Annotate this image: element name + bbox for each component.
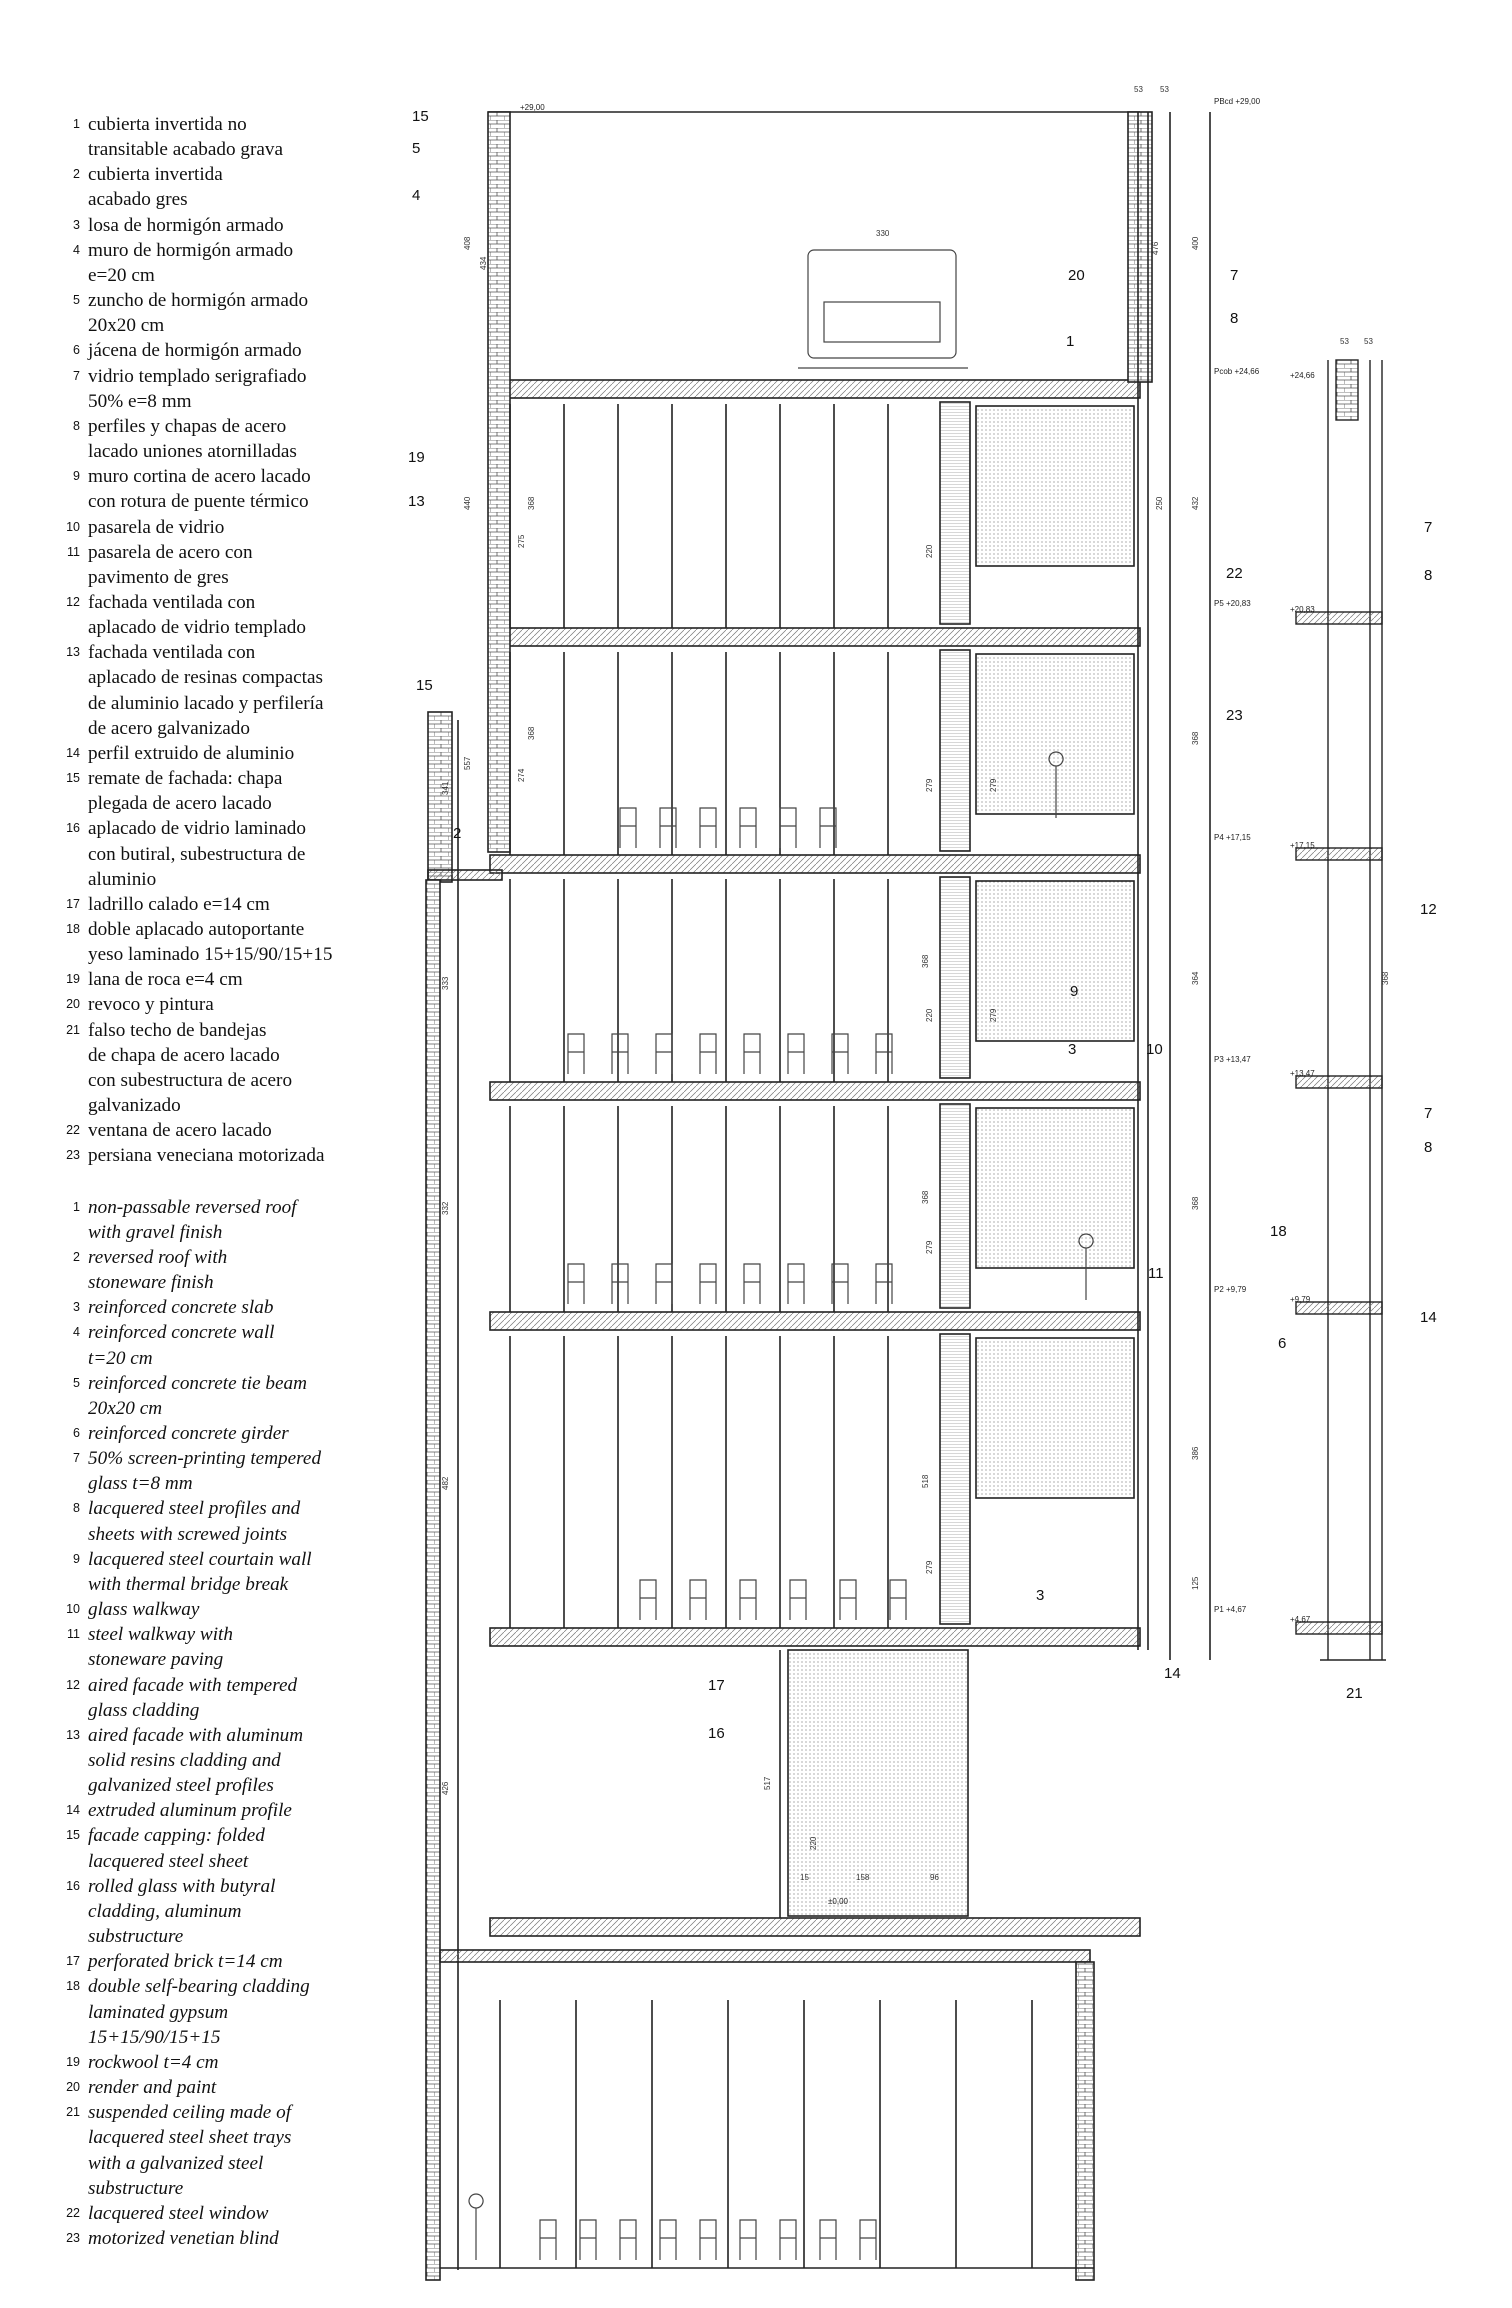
callout-3-upper: 3 [1068,1041,1077,1058]
chair [840,1580,856,1620]
legend-es-text-line: lacado uniones atornilladas [88,441,297,463]
chair [788,1264,804,1304]
legend-en-text-line: lacquered steel sheet trays [88,2127,292,2149]
legend-en-text-line: stoneware paving [88,1649,224,1671]
legend-en-text-line: galvanized steel profiles [88,1775,274,1797]
dim-left-426: 426 [441,1781,450,1795]
legend-en-text-line: lacquered steel sheet [88,1850,249,1872]
legend-en-text-line: reinforced concrete slab [88,1297,274,1319]
detail-level-labels [1290,371,1315,1624]
legend-en-number: 15 [66,1828,80,1843]
level-ground: ±0,00 [828,1897,848,1906]
floor-slab [490,1082,1140,1100]
level-p3: P3 +13,47 [1214,1055,1251,1064]
dim-detail-53a: 53 [1340,337,1349,346]
legend-es-text-line: con rotura de puente térmico [88,491,309,513]
chair [780,2220,796,2260]
legend-es-number: 15 [66,771,80,786]
dim-bottom-158: 158 [856,1873,870,1882]
dim-right-125: 125 [1191,1576,1200,1590]
legend-en-number: 8 [73,1501,80,1516]
legend-en-text-line: aired facade with aluminum [88,1724,304,1746]
legend-es-text-line: falso techo de bandejas [88,1019,267,1041]
chair [540,2220,556,2260]
legend-es-number: 19 [66,972,80,987]
level-p5: P5 +20,83 [1214,599,1251,608]
chair [620,808,636,848]
legend-en-number: 19 [66,2054,80,2069]
legend-es-text-line: lana de roca e=4 cm [88,969,243,991]
legend-en-text-line: motorized venetian blind [88,2227,279,2249]
legend-en-text-line: laminated gypsum [88,2001,229,2023]
dim-left-332: 332 [441,1201,450,1215]
legend-es-number: 13 [66,645,80,660]
dim-top-53a: 53 [1134,85,1143,94]
legend-en-number: 11 [67,1627,80,1642]
callout-16: 16 [708,1725,725,1742]
legend-es-number: 21 [66,1022,80,1037]
chair [700,1264,716,1304]
basement-right-wall [1076,1962,1094,2280]
chair [700,2220,716,2260]
dim-mid-220c: 220 [809,1836,818,1850]
detail-level-467: +4,67 [1290,1615,1311,1624]
callout-15-mid: 15 [416,677,433,694]
chair [690,1580,706,1620]
legend-es-text-line: acabado gres [88,189,188,211]
legend-es-number: 9 [73,469,80,484]
facade-detail-drawing [1296,360,1386,1660]
legend-en-text-line: 50% screen-printing tempered [88,1448,322,1470]
legend-en-number: 1 [73,1199,80,1214]
legend-es-number: 22 [66,1123,80,1138]
legend-en-number: 18 [66,1979,80,1994]
legend-en-text-line: substructure [88,1926,184,1948]
legend-es-text-line: aplacado de resinas compactas [88,667,323,689]
legend-es-number: 12 [66,594,80,609]
service-shaft [940,402,970,624]
service-shaft [940,1104,970,1308]
legend-es-text-line: transitable acabado grava [88,139,283,161]
legend-es-text-line: con subestructura de acero [88,1069,293,1091]
dim-left-341: 341 [441,781,450,795]
detail-level-2083: +20,83 [1290,605,1315,614]
legend-es-text-line: perfil extruido de aluminio [88,742,295,764]
legend-en-number: 7 [73,1451,80,1466]
floor-slab [490,855,1140,873]
dim-mid-279c: 279 [989,1008,998,1022]
callout-20: 20 [1068,267,1085,284]
chair [568,1264,584,1304]
callout-3-lower: 3 [1036,1587,1045,1604]
legend-en-number: 22 [66,2205,80,2220]
chair [744,1264,760,1304]
venetian-blind [976,406,1134,566]
chair [740,808,756,848]
legend-en-text-line: t=20 cm [88,1347,153,1369]
legend-es-text-line: de acero galvanizado [88,717,250,739]
terrace-roof [428,870,502,880]
legend-en-text-line: cladding, aluminum [88,1900,242,1922]
legend-en-text-line: suspended ceiling made of [88,2102,292,2124]
chair [700,1034,716,1074]
legend-es-text-line: plegada de acero lacado [88,793,272,815]
legend-es-text-line: 50% e=8 mm [88,390,192,412]
legend-es-text-line: e=20 cm [88,264,155,286]
legend-en-number: 21 [66,2105,80,2120]
callout-2: 2 [453,825,462,842]
legend-es-text-line: de aluminio lacado y perfilería [88,692,324,714]
dim-mid-279d: 279 [925,1240,934,1254]
chair [740,2220,756,2260]
legend-es-text-line: aluminio [88,868,157,890]
detail-callouts [1270,519,1437,1702]
legend-es-text-line: ventana de acero lacado [88,1120,272,1142]
legend-en-text-line: aired facade with tempered [88,1674,298,1696]
chair [890,1580,906,1620]
legend-es-text-line: aplacado de vidrio templado [88,617,306,639]
dim-top-53b: 53 [1160,85,1169,94]
venetian-blind [976,1338,1134,1498]
legend-en-number: 14 [66,1803,80,1818]
floor-slab [490,1918,1140,1936]
legend-en-text-line: reinforced concrete wall [88,1322,275,1344]
dim-machine-330: 330 [876,229,890,238]
legend-es-text-line: zuncho de hormigón armado [88,290,309,312]
legend-es-number: 11 [67,544,80,559]
rooftop-hvac-panel [824,302,940,342]
floor-slab [490,1628,1140,1646]
legend-en-text-line: glass cladding [88,1699,200,1721]
callout-11: 11 [1148,1265,1164,1282]
legend-en-text-line: sheets with screwed joints [88,1523,288,1545]
chair [640,1580,656,1620]
legend-es-text-line: doble aplacado autoportante [88,919,305,940]
chair [620,2220,636,2260]
dim-inner-368d: 368 [527,726,536,740]
legend-en-text-line: lacquered steel courtain wall [88,1548,312,1570]
legend-en-number: 12 [66,1677,80,1692]
callout-13: 13 [408,493,425,510]
legend-en-text-line: rockwool t=4 cm [88,2051,219,2073]
legend-es-number: 14 [66,745,80,760]
legend-es-text-line: cubierta invertida [88,164,223,186]
legend-es-text-line: galvanizado [88,1095,181,1117]
legend-es-text-line: fachada ventilada con [88,642,256,664]
dim-left-440: 440 [463,496,472,510]
detail-callout-6: 6 [1278,1335,1287,1352]
dim-right-364: 364 [1191,971,1200,985]
level-pcob: Pcob +24,66 [1214,367,1260,376]
legend-es-number: 7 [73,368,80,383]
service-shaft [940,877,970,1078]
callout-14: 14 [1164,1665,1181,1682]
legend-en-text-line: with thermal bridge break [88,1573,289,1595]
chair [740,1580,756,1620]
legend-es-text-line: cubierta invertida no [88,114,247,135]
dim-mid-220b: 220 [925,1008,934,1022]
legend-es-text-line: persiana veneciana motorizada [88,1145,325,1167]
dim-bottom-96: 96 [930,1873,939,1882]
dim-mid-279a: 279 [925,778,934,792]
dim-left-482: 482 [441,1476,450,1490]
person-silhouette [469,2194,483,2260]
legend-es-text-line: perfiles y chapas de acero [88,415,287,437]
legend-en-text-line: lacquered steel window [88,2202,269,2224]
legend-en-text-line: with gravel finish [88,1221,223,1243]
legend-es-text-line: pasarela de acero con [88,541,253,563]
dim-right-432: 432 [1191,496,1200,510]
legend-es-text-line: pasarela de vidrio [88,516,225,538]
legend-en-text-line: steel walkway with [88,1624,233,1646]
dim-right-386: 386 [1191,1446,1200,1460]
legend-en-text-line: with a galvanized steel [88,2152,264,2174]
dim-right-476: 476 [1151,241,1160,255]
legend-es-text-line: revoco y pintura [88,994,214,1016]
dim-bottom-15: 15 [800,1873,809,1882]
callout-7: 7 [1230,267,1239,284]
legend-en-text-line: glass t=8 mm [88,1473,193,1495]
chair [876,1034,892,1074]
legend-en-number: 17 [66,1954,80,1969]
dim-detail-53b: 53 [1364,337,1373,346]
legend-en-text-line: reversed roof with [88,1246,228,1268]
legend-en-text-line: render and paint [88,2077,217,2099]
callout-9: 9 [1070,983,1079,1000]
legend-es-number: 20 [66,997,80,1012]
dim-inner-275: 275 [517,534,526,548]
callout-1: 1 [1066,333,1075,350]
chair [744,1034,760,1074]
detail-callout-21: 21 [1346,1685,1363,1702]
dim-right-368c: 368 [1381,971,1390,985]
venetian-blind [976,881,1134,1041]
dim-inner-518: 518 [921,1474,930,1488]
chair [660,808,676,848]
legend-en-number: 9 [73,1551,80,1566]
level-p1: P1 +4,67 [1214,1605,1247,1614]
chair [656,1264,672,1304]
legend-en-text-line: 20x20 cm [88,1397,163,1419]
dim-mid-279e: 279 [925,1560,934,1574]
dim-right-368b: 368 [1191,1196,1200,1210]
legend-es-text-line: losa de hormigón armado [88,214,284,236]
legend-es-number: 5 [73,293,80,308]
callout-10: 10 [1146,1041,1163,1058]
legend-es-number: 6 [73,343,80,358]
chair [860,2220,876,2260]
legend-en-text-line: stoneware finish [88,1272,214,1294]
legend-en-number: 4 [73,1325,80,1340]
floor-slab [490,628,1140,646]
callout-8: 8 [1230,310,1239,327]
upper-left-wall [488,112,510,852]
chair [790,1580,806,1620]
chair [876,1264,892,1304]
dim-left-408: 408 [463,236,472,250]
legend-es-text-line: yeso laminado 15+15/90/15+15 [88,944,333,966]
legend-en-text-line: facade capping: folded [88,1825,265,1847]
legend-es-text-line: jácena de hormigón armado [88,340,302,362]
dim-left-333: 333 [441,976,450,990]
detail-callout-8-lower: 8 [1424,1139,1433,1156]
venetian-blind [976,654,1134,814]
detail-parapet [1336,360,1358,420]
lower-left-wall [426,880,440,2280]
service-shaft [940,1334,970,1624]
callout-17: 17 [708,1677,725,1694]
legend-en-text-line: glass walkway [88,1599,200,1621]
legend-en-number: 2 [73,1249,80,1264]
legend-es-number: 3 [73,217,80,232]
legend-es-text-line: con butiral, subestructura de [88,843,306,865]
legend-es-number: 1 [73,117,80,131]
legend-en-number: 5 [73,1375,80,1390]
dim-inner-368c: 368 [921,1190,930,1204]
chair [612,1264,628,1304]
legend-en-number: 6 [73,1425,80,1440]
legend-en-number: 10 [66,1602,80,1617]
legend-es-number: 10 [66,519,80,534]
dim-inner-274: 274 [517,768,526,782]
dim-mid-279b: 279 [989,778,998,792]
legend-es-number: 4 [73,242,80,257]
facade-capping-wall [428,712,452,882]
legend-es-text-line: muro cortina de acero lacado [88,466,311,488]
detail-level-979: +9,79 [1290,1295,1311,1304]
legend-en-text-line: reinforced concrete girder [88,1422,289,1444]
level-pbcd: PBcd +29,00 [1214,97,1261,106]
detail-callout-18: 18 [1270,1223,1287,1240]
legend-es-number: 18 [66,922,80,936]
legend-en-text-line: substructure [88,2177,184,2199]
detail-callout-8-upper: 8 [1424,567,1433,584]
legend-es-text-line: remate de fachada: chapa [88,768,283,790]
section-structure [426,112,1210,2280]
legend-en-text-line: double self-bearing cladding [88,1976,310,1998]
legend-es-number: 2 [73,167,80,182]
chair [656,1034,672,1074]
legend-en-text-line: rolled glass with butyral [88,1875,276,1897]
dim-inner-517: 517 [763,1776,772,1790]
callout-22: 22 [1226,565,1243,582]
detail-level-2466: +24,66 [1290,371,1315,380]
legend-en-text-line: reinforced concrete tie beam [88,1372,307,1394]
detail-level-1347: +13,47 [1290,1069,1315,1078]
chair [612,1034,628,1074]
dim-inner-434: 434 [479,256,488,270]
chair [780,808,796,848]
dim-left-557: 557 [463,756,472,770]
legend-es-text-line: vidrio templado serigrafiado [88,365,307,387]
legend-es-text-line: 20x20 cm [88,315,165,337]
dimension-vertical-texts [441,236,1390,1850]
legend-en-text-line: 15+15/90/15+15 [88,2026,221,2048]
floor-slab [490,1312,1140,1330]
legend-es-number: 8 [73,418,80,433]
legend-es-number: 23 [66,1148,80,1163]
legend-es-number: 17 [66,896,80,911]
level-p4: P4 +17,15 [1214,833,1251,842]
dim-inner-368b: 368 [921,954,930,968]
level-p2: P2 +9,79 [1214,1285,1247,1294]
legend-en-text-line: solid resins cladding and [88,1750,281,1771]
legend-en-text-line: perforated brick t=14 cm [88,1951,283,1973]
chair [580,2220,596,2260]
dim-right-368: 368 [1191,731,1200,745]
legend-es-text-line: ladrillo calado e=14 cm [88,893,270,915]
callout-5: 5 [412,140,421,157]
legend-es-text-line: aplacado de vidrio laminado [88,818,306,840]
legend-en-text-line: extruded aluminum profile [88,1800,292,1822]
legend-es-number: 16 [66,821,80,836]
legend-en-text-line: lacquered steel profiles and [88,1498,301,1520]
legend-es-text-line: pavimento de gres [88,566,229,588]
chair [700,808,716,848]
detail-level-1715: +17,15 [1290,841,1315,850]
detail-callout-7-lower: 7 [1424,1105,1433,1122]
callout-15-top: 15 [412,108,429,125]
dim-mid-250: 250 [1155,496,1164,510]
legend-en-number: 23 [66,2230,80,2245]
callout-4: 4 [412,187,421,204]
callout-23: 23 [1226,707,1243,724]
callout-19: 19 [408,449,425,466]
legend-en-text-line: non-passable reversed roof [88,1196,297,1218]
level-top-left: +29,00 [520,103,545,112]
chair [568,1034,584,1074]
dim-right-400: 400 [1191,236,1200,250]
chair [788,1034,804,1074]
legend-en-number: 3 [73,1300,80,1315]
detail-callout-14: 14 [1420,1309,1437,1326]
legend-en-number: 13 [66,1727,80,1742]
legend-en-number: 16 [66,1878,80,1893]
detail-callout-12: 12 [1420,901,1437,918]
chair [820,2220,836,2260]
floor-slab [490,380,1140,398]
legend-en-number: 20 [66,2080,80,2095]
legend-es-text-line: muro de hormigón armado [88,239,294,261]
detail-callout-7-upper: 7 [1424,519,1433,536]
legend-es-text-line: fachada ventilada con [88,591,256,613]
chair [660,2220,676,2260]
ground-floor-glazing [788,1650,968,1916]
dim-mid-220a: 220 [925,544,934,558]
venetian-blind [976,1108,1134,1268]
legend-es-text-line: de chapa de acero lacado [88,1044,280,1066]
service-shaft [940,650,970,851]
basement-ceiling [440,1950,1090,1962]
dim-inner-368a: 368 [527,496,536,510]
